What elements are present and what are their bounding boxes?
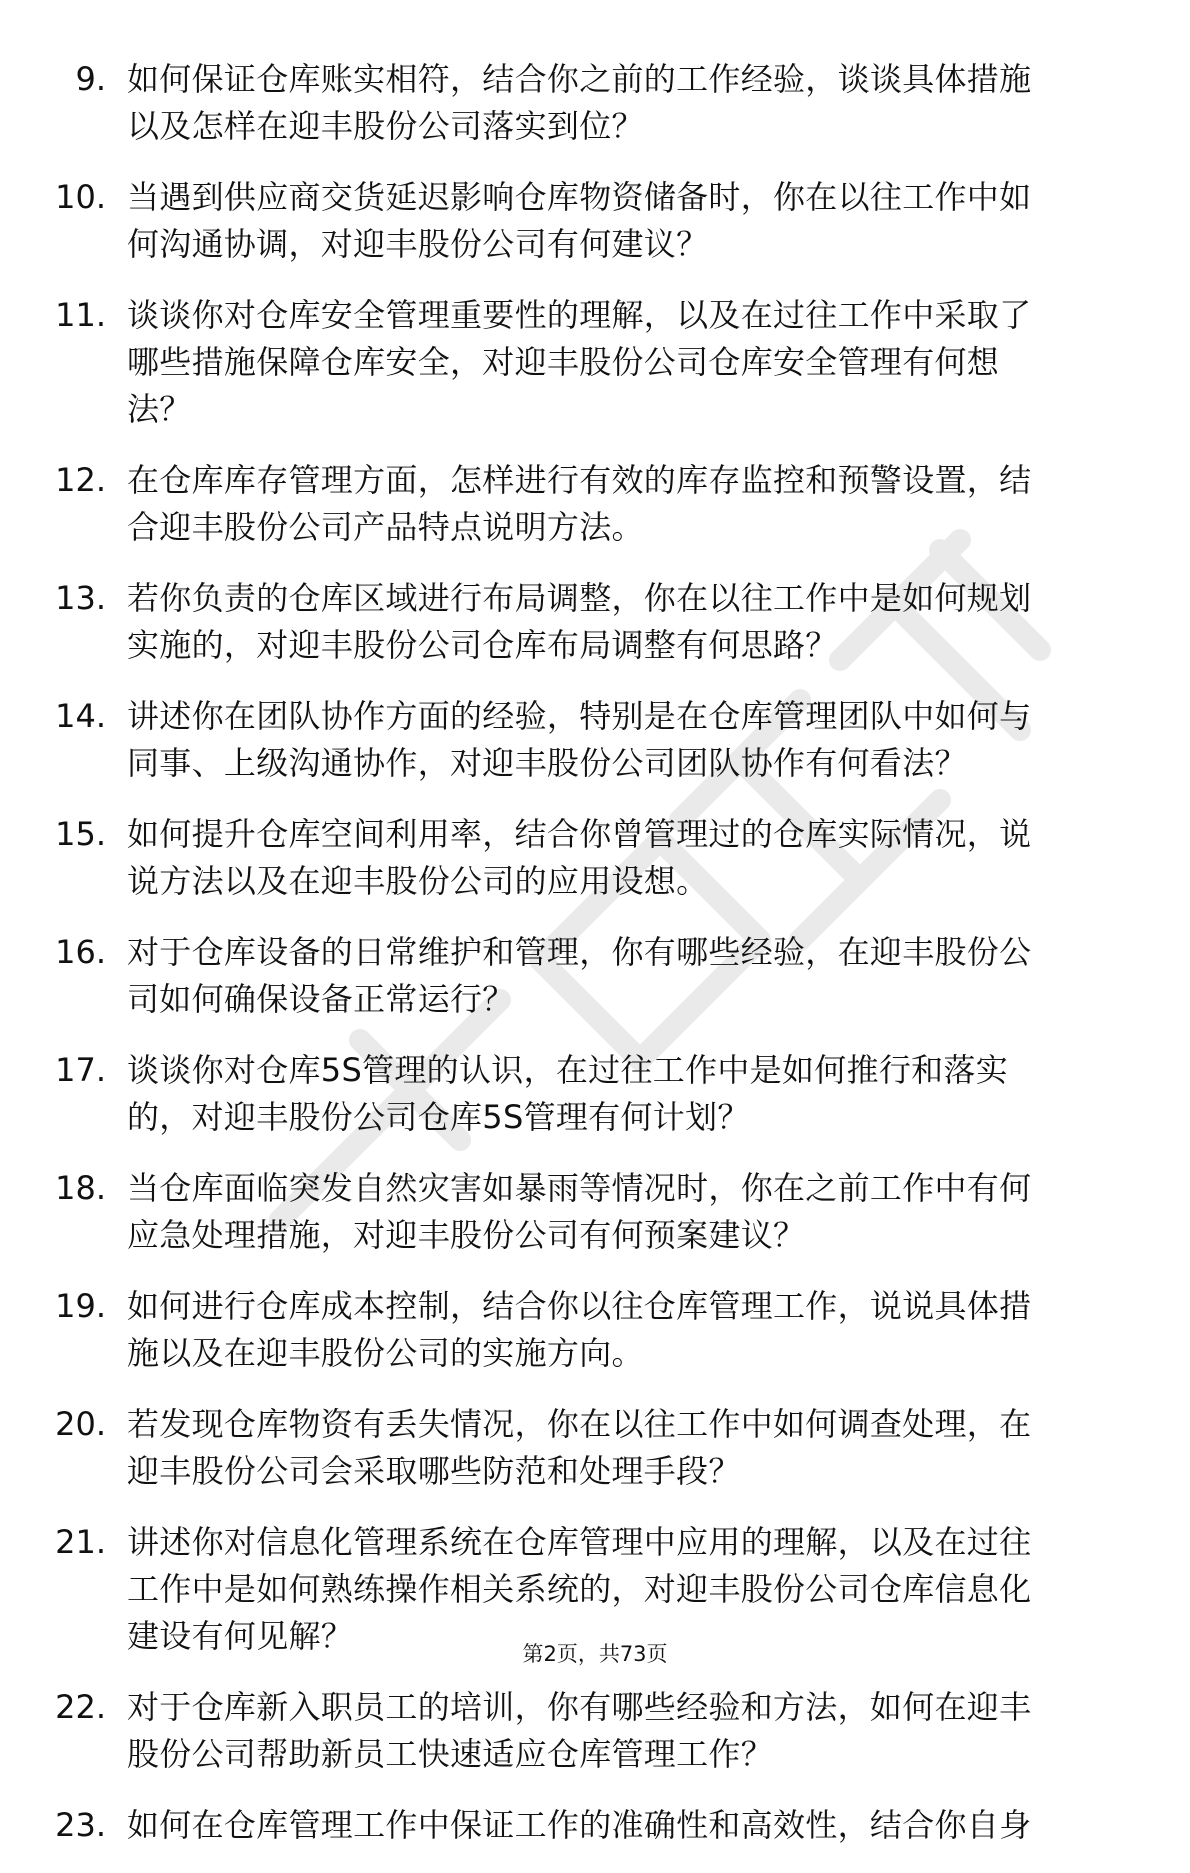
- list-item: [0, 1283, 1190, 1377]
- list-item: [0, 174, 1190, 268]
- question-number: 20.: [55, 1405, 106, 1443]
- question-text: 如何在仓库管理工作中保证工作的准确性和高效性，结合你自身: [127, 1806, 1032, 1844]
- list-item: [0, 1802, 1190, 1849]
- list-item: [0, 693, 1190, 787]
- question-text: 如何进行仓库成本控制，结合你以往仓库管理工作，说说具体措施以及在迎丰股份公司的实施方向。: [127, 1287, 1032, 1372]
- list-item: [0, 1401, 1190, 1495]
- question-number: 9.: [75, 60, 106, 98]
- question-number: 22.: [55, 1688, 106, 1726]
- question-text: 若发现仓库物资有丢失情况，你在以往工作中如何调查处理，在迎丰股份公司会采取哪些防范和处理手段？: [127, 1405, 1032, 1490]
- question-text: 谈谈你对仓库5S管理的认识，在过往工作中是如何推行和落实的，对迎丰股份公司仓库5S管理有何计划？: [127, 1051, 1009, 1136]
- question-text: 在仓库库存管理方面，怎样进行有效的库存监控和预警设置，结合迎丰股份公司产品特点说明方法。: [127, 461, 1032, 546]
- question-number: 14.: [55, 697, 106, 735]
- question-text: 对于仓库设备的日常维护和管理，你有哪些经验，在迎丰股份公司如何确保设备正常运行？: [127, 933, 1032, 1018]
- question-number: 19.: [55, 1287, 106, 1325]
- question-number: 21.: [55, 1523, 106, 1561]
- question-text: 讲述你对信息化管理系统在仓库管理中应用的理解，以及在过往工作中是如何熟练操作相关系统的，对迎丰股份公司仓库信息化建设有何见解？: [127, 1523, 1032, 1655]
- question-number: 18.: [55, 1169, 106, 1207]
- question-text: 对于仓库新入职员工的培训，你有哪些经验和方法，如何在迎丰股份公司帮助新员工快速适应仓库管理工作？: [127, 1688, 1032, 1773]
- question-text: 若你负责的仓库区域进行布局调整，你在以往工作中是如何规划实施的，对迎丰股份公司仓库布局调整有何思路？: [127, 579, 1032, 664]
- list-item: [0, 1684, 1190, 1778]
- list-item: [0, 457, 1190, 551]
- question-number: 11.: [55, 296, 106, 334]
- list-item: [0, 1047, 1190, 1141]
- page-footer: 第2页，共73页: [522, 1642, 668, 1666]
- list-item: [0, 575, 1190, 669]
- list-item: [0, 56, 1190, 150]
- question-number: 15.: [55, 815, 106, 853]
- question-text: 如何提升仓库空间利用率，结合你曾管理过的仓库实际情况，说说方法以及在迎丰股份公司的应用设想。: [127, 815, 1032, 900]
- question-number: 12.: [55, 461, 106, 499]
- question-number: 23.: [55, 1806, 106, 1844]
- list-item: [0, 292, 1190, 433]
- list-item: [0, 811, 1190, 905]
- question-number: 10.: [55, 178, 106, 216]
- question-text: 谈谈你对仓库安全管理重要性的理解，以及在过往工作中采取了哪些措施保障仓库安全，对迎丰股份公司仓库安全管理有何想法？: [127, 296, 1032, 428]
- list-item: [0, 929, 1190, 1023]
- question-list: [0, 56, 1190, 1873]
- list-item: [0, 1519, 1190, 1660]
- question-number: 13.: [55, 579, 106, 617]
- question-number: 17.: [55, 1051, 106, 1089]
- question-number: 16.: [55, 933, 106, 971]
- question-text: 讲述你在团队协作方面的经验，特别是在仓库管理团队中如何与同事、上级沟通协作，对迎丰股份公司团队协作有何看法？: [127, 697, 1032, 782]
- question-text: 如何保证仓库账实相符，结合你之前的工作经验，谈谈具体措施以及怎样在迎丰股份公司落实到位？: [127, 60, 1032, 145]
- question-text: 当遇到供应商交货延迟影响仓库物资储备时，你在以往工作中如何沟通协调，对迎丰股份公司有何建议？: [127, 178, 1032, 263]
- list-item: [0, 1165, 1190, 1259]
- question-text: 当仓库面临突发自然灾害如暴雨等情况时，你在之前工作中有何应急处理措施，对迎丰股份公司有何预案建议？: [127, 1169, 1032, 1254]
